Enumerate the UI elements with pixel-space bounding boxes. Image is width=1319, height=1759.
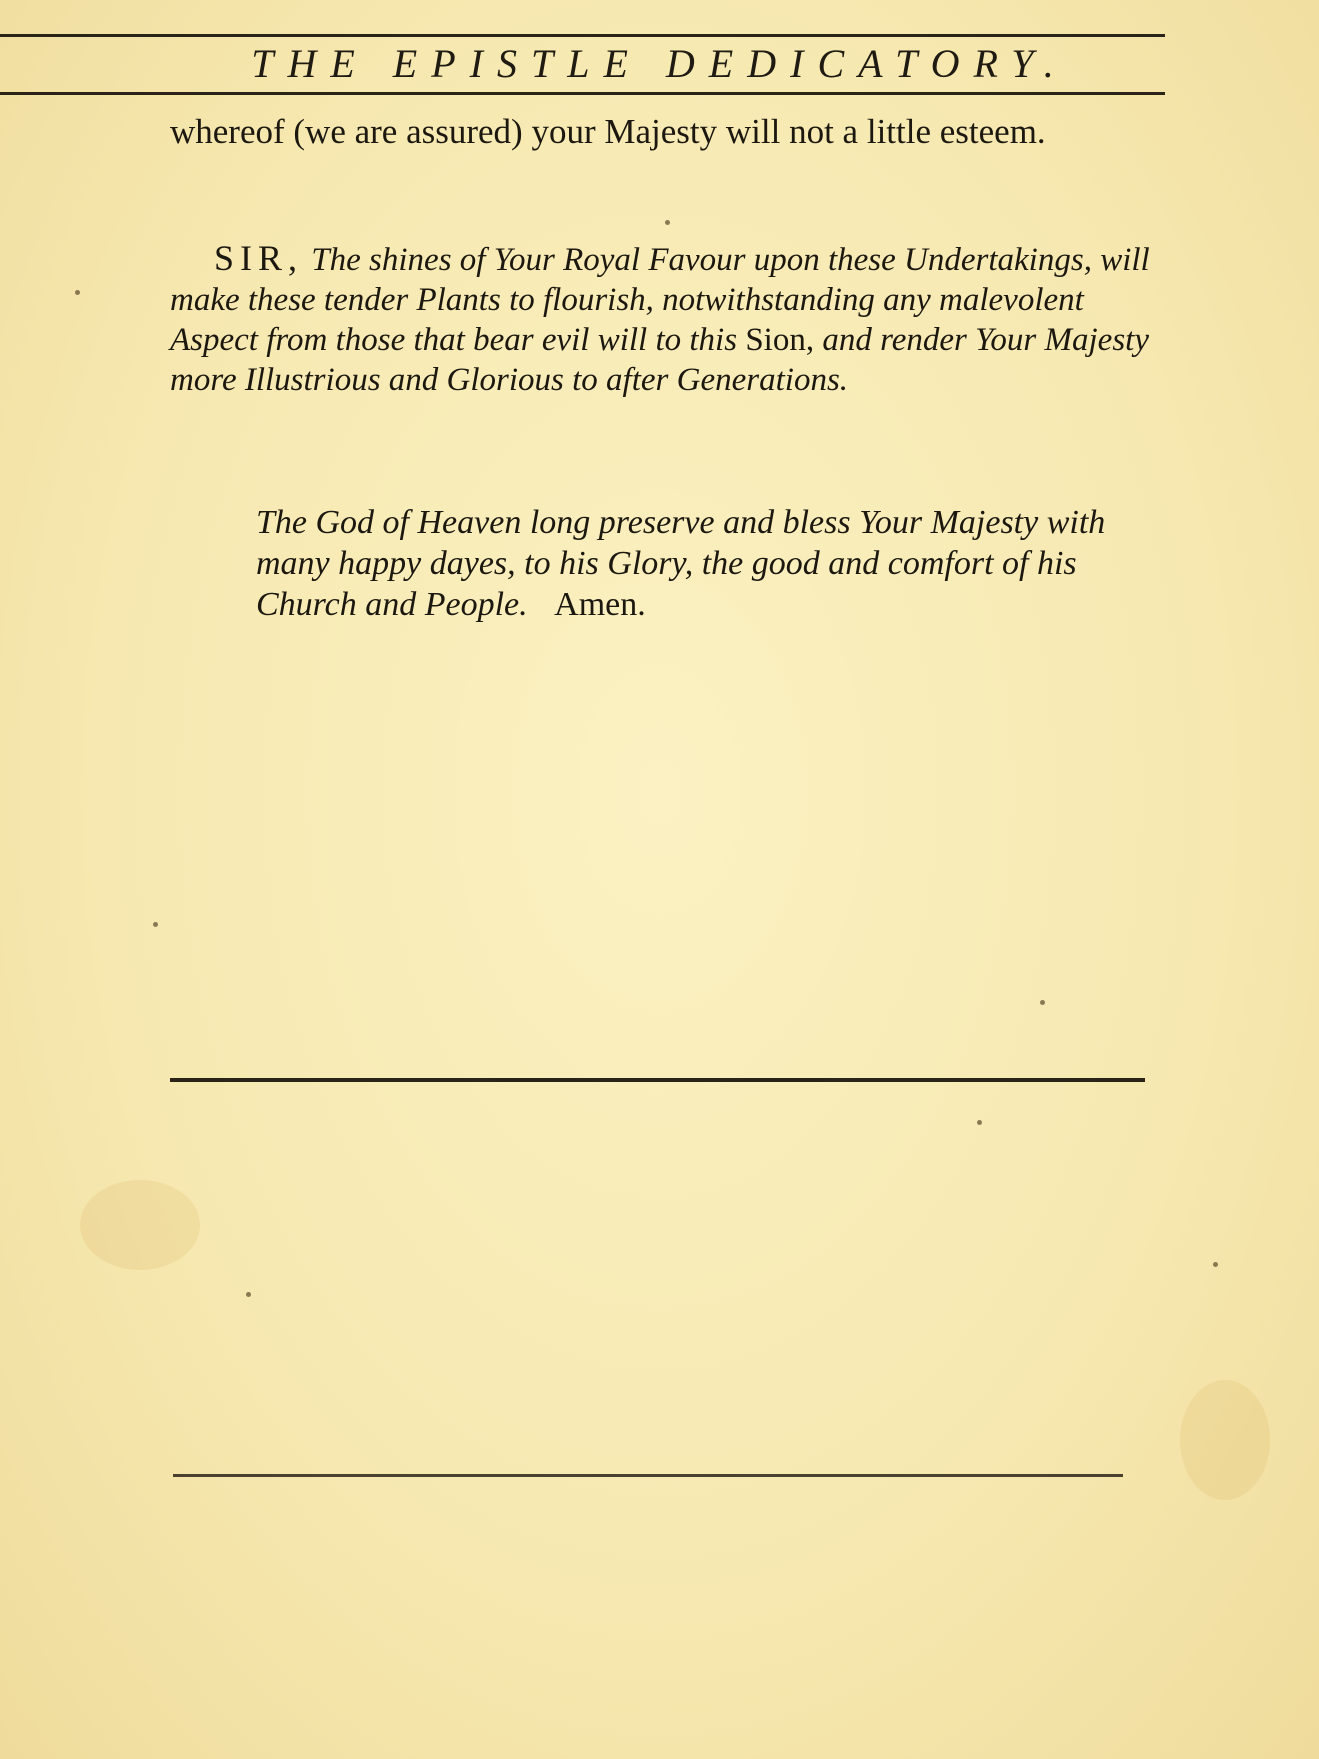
header-top-rule <box>0 34 1165 37</box>
address-body: The shines of Your Royal Favour upon these Undertakings, will make these tender Plants to flourish, notwithstanding any malevolent Aspect from those that bear evil will to this <box>170 242 1150 358</box>
paper-speck <box>153 922 158 927</box>
paper-stain <box>1180 1380 1270 1500</box>
paragraph-address <box>170 238 1170 400</box>
address-sir: SIR, <box>214 238 304 278</box>
paper-stain <box>80 1180 200 1270</box>
ornamental-rule-lower <box>173 1474 1123 1477</box>
address-sion: Sion, <box>745 322 815 358</box>
paragraph-continuation: whereof (we are assured) your Majesty will not a little esteem. <box>170 112 1046 151</box>
running-title: THE EPISTLE DEDICATORY. <box>251 41 1068 86</box>
blessing-amen: Amen. <box>554 586 646 623</box>
ornamental-rule-upper <box>170 1078 1145 1082</box>
paper-speck <box>977 1120 982 1125</box>
paper-speck <box>75 290 80 295</box>
paper-speck <box>665 220 670 225</box>
paper-speck <box>1213 1262 1218 1267</box>
address-tail: and render Your Majesty more Illustrious and Glorious to after Generations. <box>170 322 1149 398</box>
paper-speck <box>1040 1000 1045 1005</box>
paper-speck <box>246 1292 251 1297</box>
paragraph-blessing <box>256 502 1170 625</box>
blessing-body: The God of Heaven long preserve and bless Your Majesty with many happy dayes, to his Glory, the good and comfort of his Church and People. <box>256 504 1106 623</box>
header-bottom-rule <box>0 92 1165 95</box>
